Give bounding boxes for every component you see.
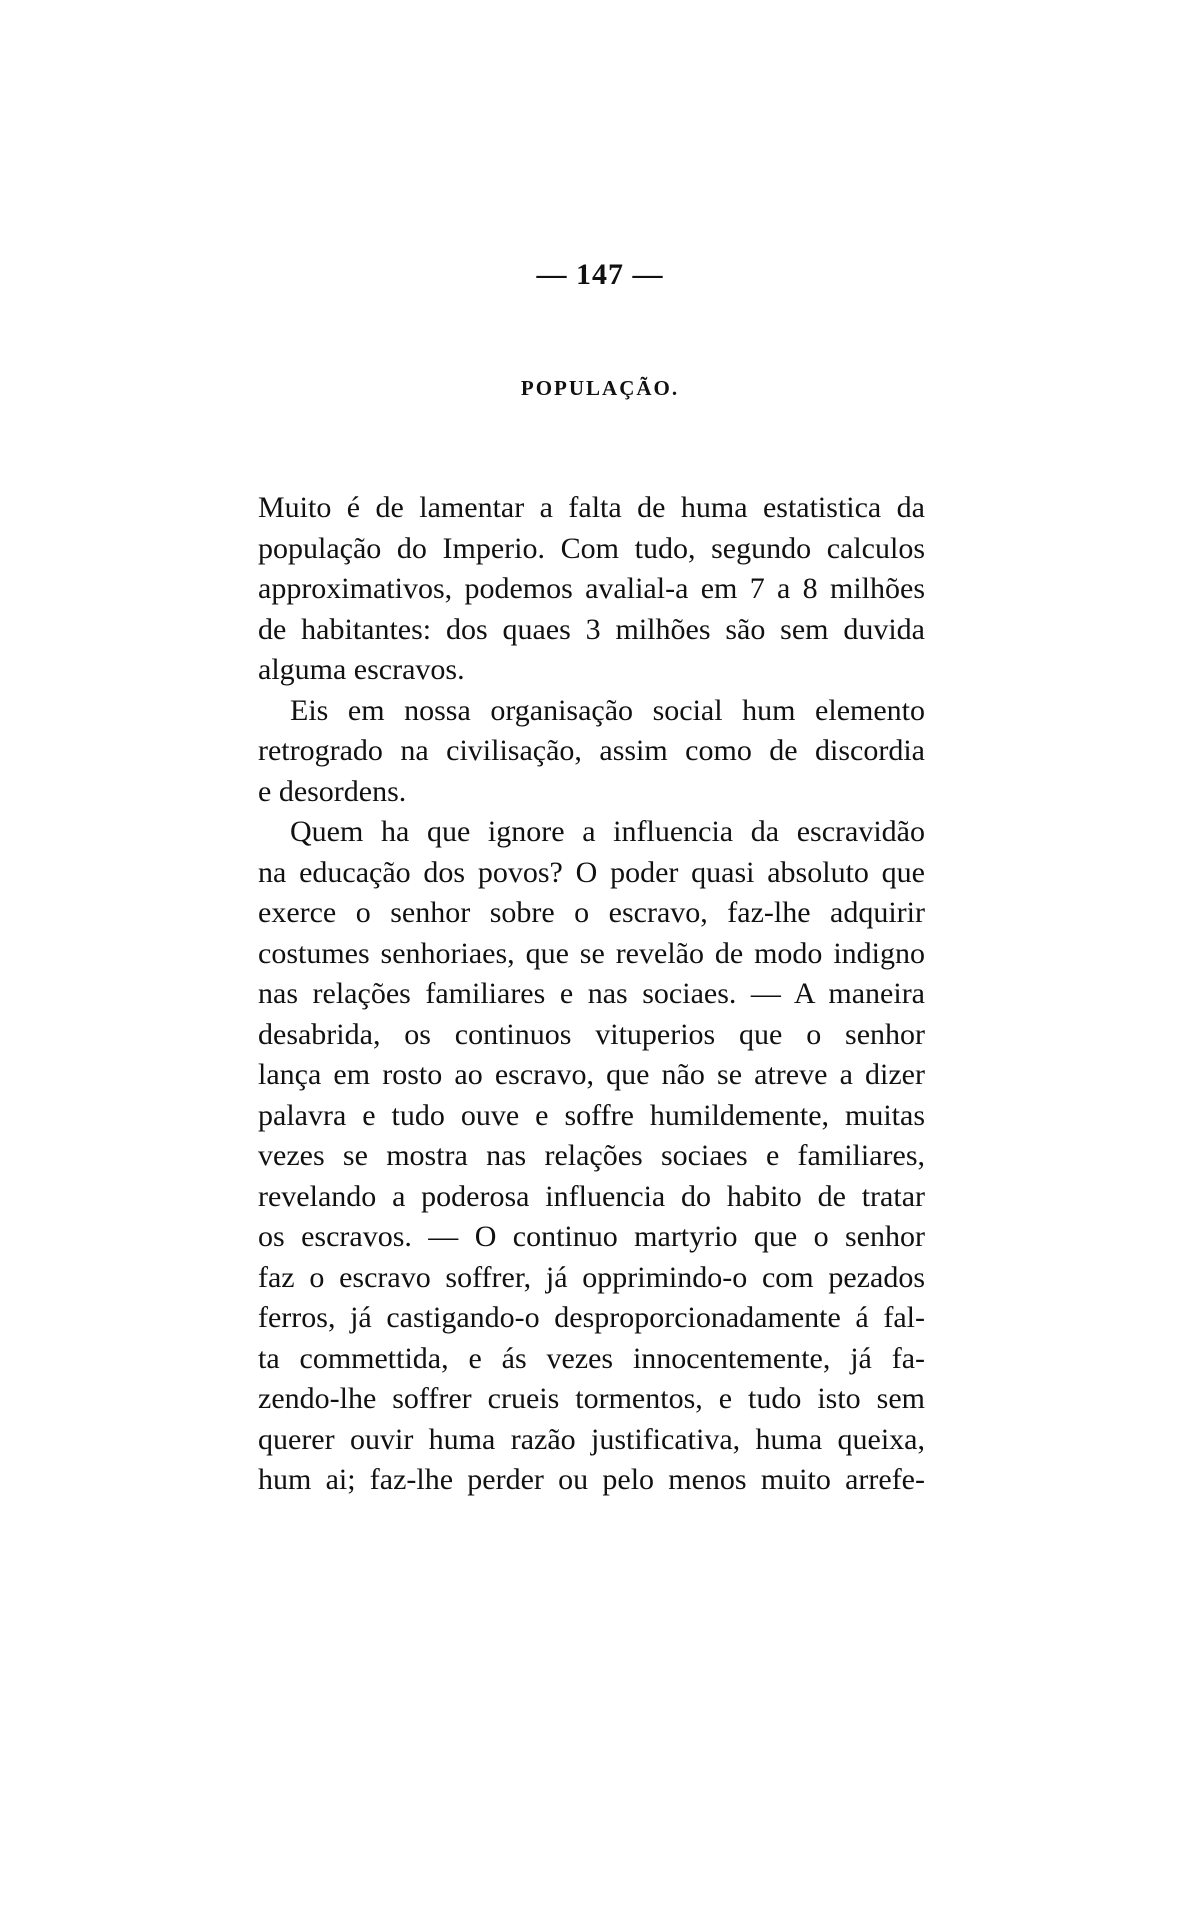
text-line: ta commettida, e ás vezes innocentemente, já fa- <box>258 1341 925 1375</box>
text-line: exerce o senhor sobre o escravo, faz-lhe adquirir <box>258 896 925 929</box>
text-line: Muito é de lamentar a falta de huma estatistica da <box>258 491 925 524</box>
text-line: lança em rosto ao escravo, que não se atreve a dizer <box>258 1058 925 1091</box>
text-line: Quem ha que ignore a influencia da escravidão <box>290 815 925 848</box>
text-line: nas relações familiares e nas sociaes. — A maneira <box>258 977 925 1010</box>
text-line: vezes se mostra nas relações sociaes e familiares, <box>258 1139 925 1172</box>
text-line: e desordens. <box>258 774 407 808</box>
text-line: alguma escravos. <box>258 653 465 686</box>
text-line: os escravos. — O continuo martyrio que o senhor <box>258 1220 925 1253</box>
text-line: Eis em nossa organisação social hum elemento <box>290 693 925 727</box>
text-line: retrogrado na civilisação, assim como de discordia <box>258 734 925 767</box>
text-line: approximativos, podemos avalial-a em 7 a 8 milhões <box>258 572 925 605</box>
text-line: querer ouvir huma razão justificativa, huma queixa, <box>258 1422 925 1456</box>
text-line: ferros, já castigando-o desproporcionadamente á fal- <box>258 1301 925 1334</box>
text-line: costumes senhoriaes, que se revelão de modo indigno <box>258 936 925 970</box>
text-line: hum ai; faz-lhe perder ou pelo menos muito arrefe- <box>258 1463 925 1496</box>
page-number: — 147 — <box>536 258 664 291</box>
text-line: desabrida, os continuos vituperios que o senhor <box>258 1017 925 1051</box>
text-line: faz o escravo soffrer, já opprimindo-o com pezados <box>258 1260 925 1294</box>
text-line: zendo-lhe soffrer crueis tormentos, e tudo isto sem <box>258 1382 925 1415</box>
body-text <box>258 488 925 1501</box>
text-line: população do Imperio. Com tudo, segundo calculos <box>258 531 925 565</box>
text-line: na educação dos povos? O poder quasi absoluto que <box>258 855 925 889</box>
text-line: palavra e tudo ouve e soffre humildemente, muitas <box>258 1098 925 1132</box>
text-line: revelando a poderosa influencia do habito de tratar <box>258 1179 925 1213</box>
section-title: POPULAÇÃO. <box>520 376 680 400</box>
text-line: de habitantes: dos quaes 3 milhões são sem duvida <box>258 612 925 646</box>
